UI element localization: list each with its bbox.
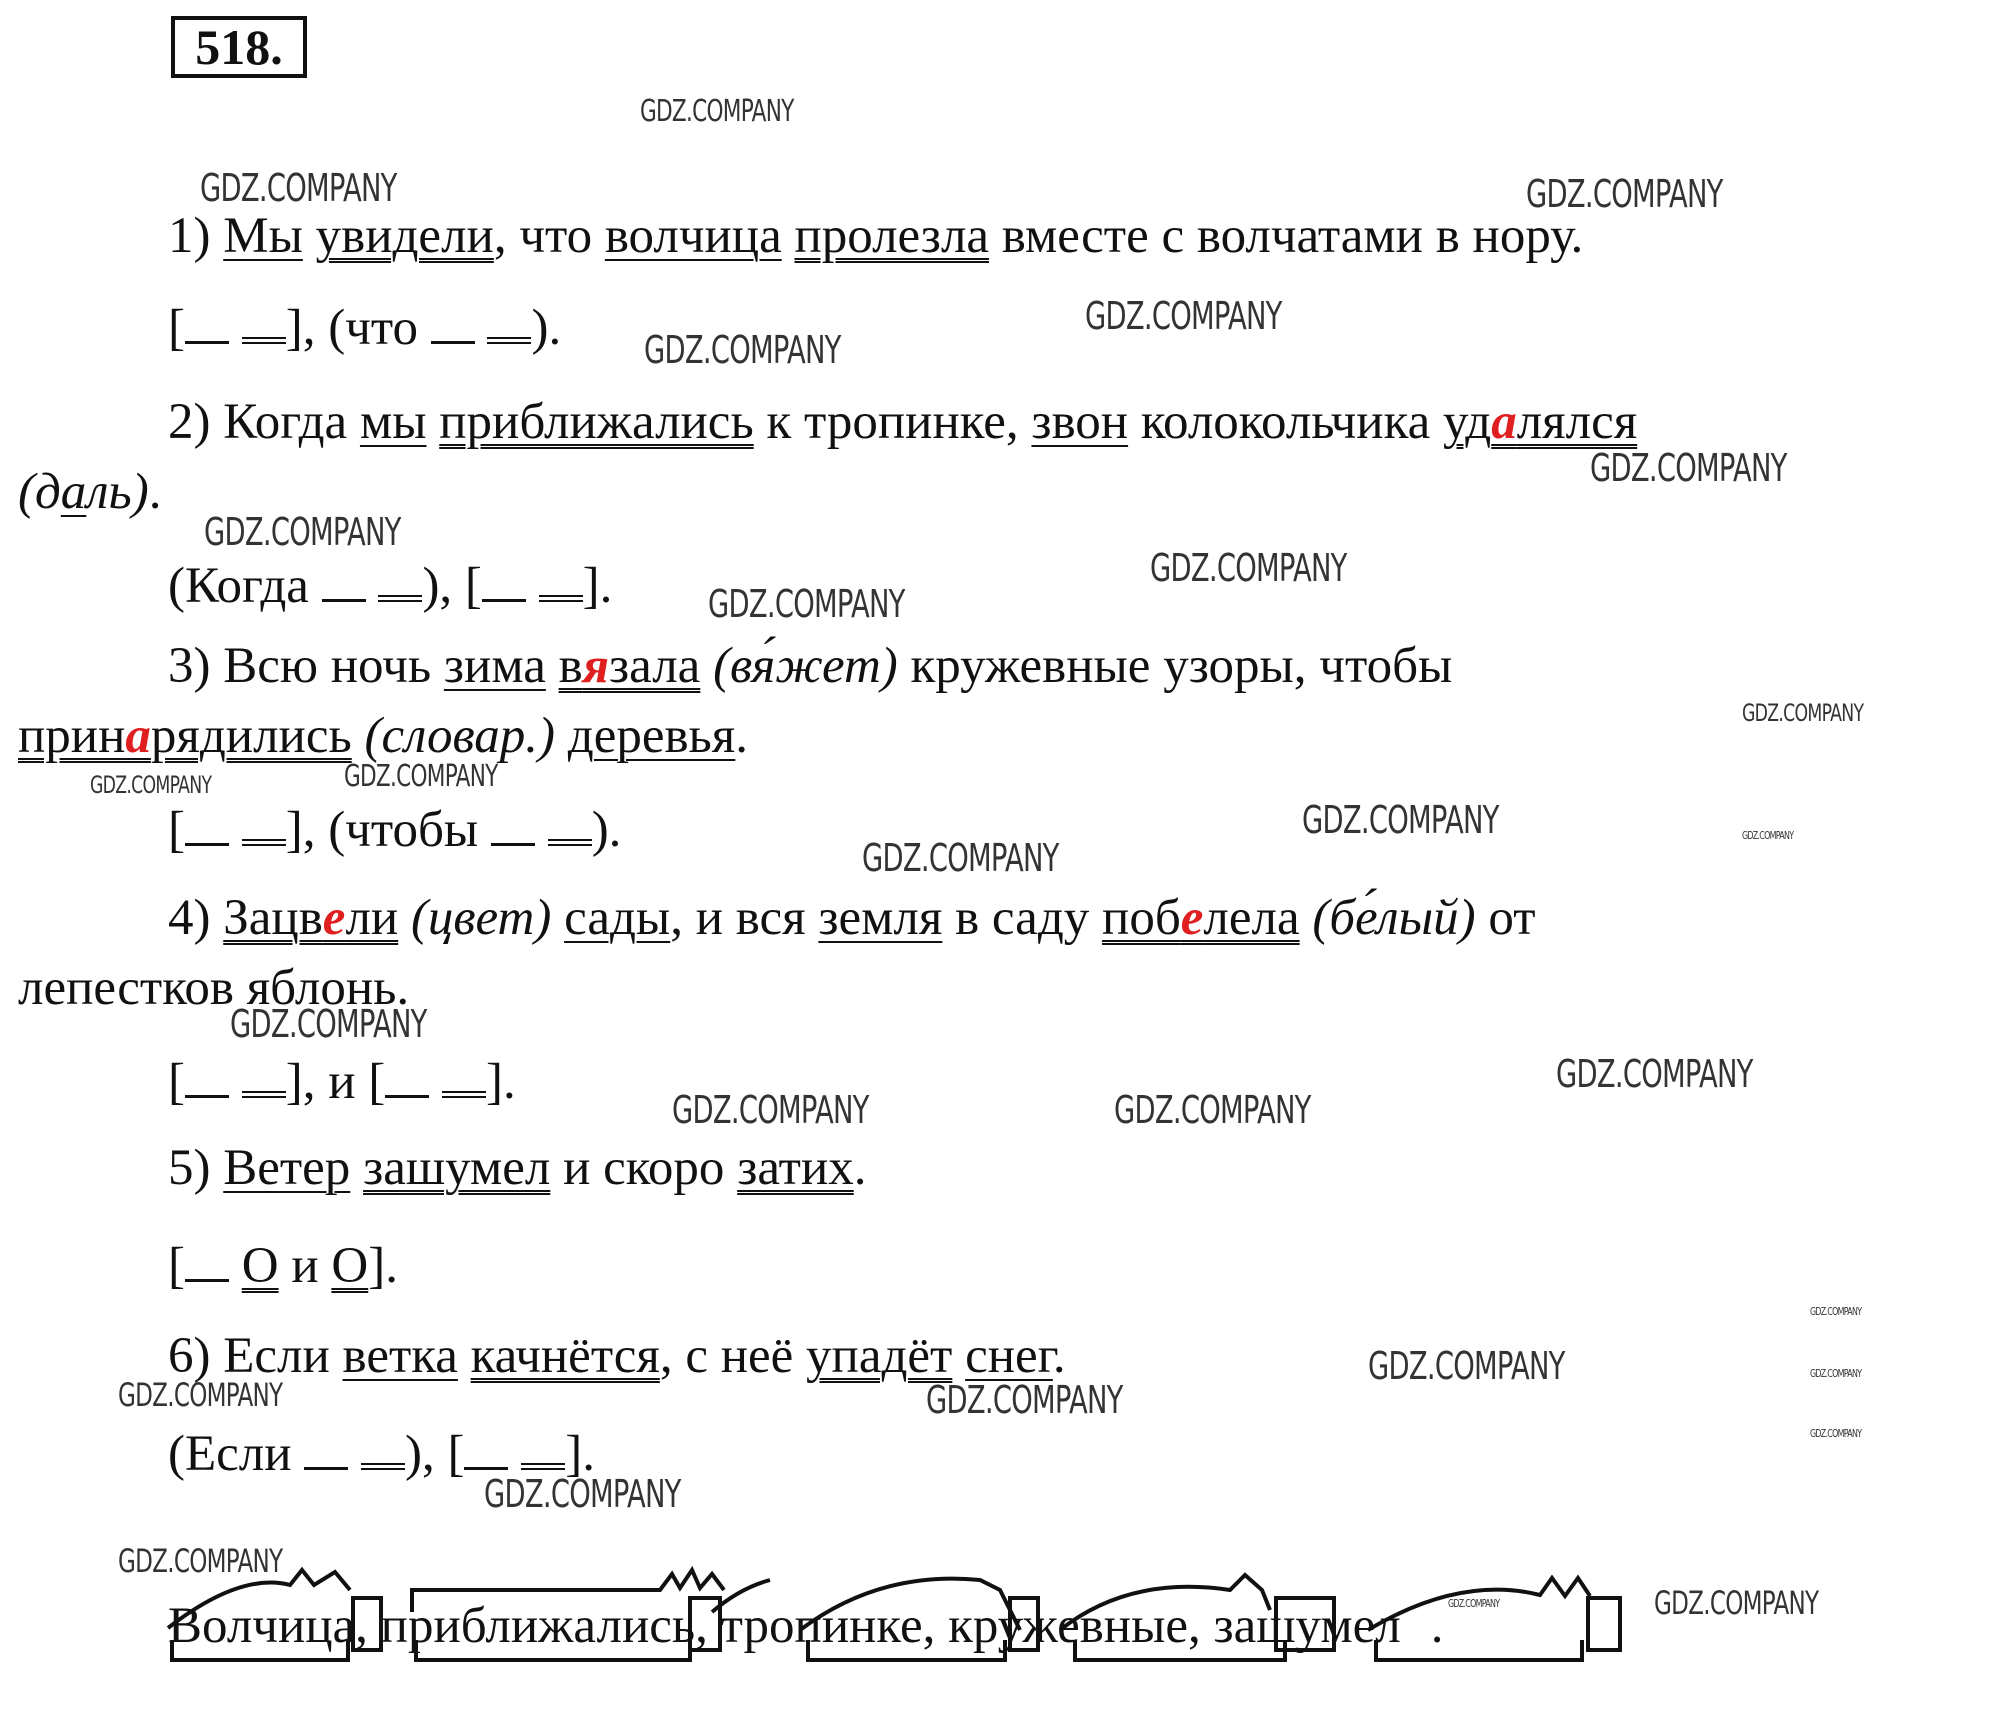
exercise-number: 518.: [171, 16, 307, 78]
s4-pred2-part-2: лела: [1203, 890, 1300, 946]
subject-mark: [185, 1067, 229, 1098]
watermark: GDZ.COMPANY: [1085, 294, 1282, 338]
s4-subject: сады: [564, 890, 671, 946]
subject-mark: [185, 1251, 229, 1282]
subject-mark: [464, 1439, 508, 1470]
s2-text-2: к тропинке,: [753, 394, 1032, 450]
s3-space: [546, 638, 559, 694]
s5-period: .: [853, 1140, 867, 1196]
s3-vowel-mark-2: а: [125, 708, 151, 764]
s5-text: и скоро: [550, 1140, 738, 1196]
s5-predicate-2: затих: [737, 1140, 854, 1196]
s3-pred2-part-2: рядились: [150, 708, 352, 764]
s6-predicate-2: упадёт: [806, 1328, 953, 1384]
ending-mark: [1588, 1598, 1620, 1650]
scheme-4: [168, 1052, 516, 1112]
scheme-6-close: ].: [565, 1426, 595, 1482]
s1-subject: Мы: [223, 208, 303, 264]
s3-pred2-part: прин: [18, 708, 126, 764]
watermark: GDZ.COMPANY: [640, 94, 794, 129]
s6-subject-2: снег: [965, 1328, 1053, 1384]
scheme-2-close: ].: [582, 558, 613, 614]
s3-pred-part: в: [558, 638, 583, 694]
s5-subject: Ветер: [223, 1140, 351, 1196]
scheme-5-pred-1: О: [241, 1238, 279, 1294]
watermark: GDZ.COMPANY: [484, 1472, 681, 1516]
s3-text-2: кружевные узоры, чтобы: [910, 638, 1453, 694]
predicate-mark: [521, 1435, 565, 1470]
watermark: GDZ.COMPANY: [644, 328, 841, 372]
s1-predicate: увидели: [315, 208, 494, 264]
watermark: GDZ.COMPANY: [1114, 1088, 1311, 1132]
s4-text-2: в саду: [942, 890, 1103, 946]
scheme-5-open: [: [168, 1238, 185, 1294]
subject-mark: [491, 815, 535, 846]
s6-text: Если: [210, 1328, 343, 1384]
s4-predicate-2: [1102, 890, 1300, 946]
watermark: GDZ.COMPANY: [1810, 1427, 1862, 1440]
s2-vowel-mark: а: [1491, 394, 1517, 450]
watermark: GDZ.COMPANY: [862, 836, 1059, 880]
morph-end: .: [1430, 1598, 1444, 1654]
watermark: GDZ.COMPANY: [1810, 1367, 1862, 1380]
s4-predicate: [223, 890, 398, 946]
scheme-1-mid: ], (что: [285, 300, 431, 356]
scheme-4-open: [: [168, 1054, 185, 1110]
predicate-mark: [442, 1063, 486, 1098]
watermark: GDZ.COMPANY: [1556, 1052, 1753, 1096]
s3-pred-part-2: зала: [609, 638, 701, 694]
s2-pred-part-2: лялся: [1516, 394, 1638, 450]
sentence-3-line-2: [18, 706, 748, 766]
s2-check-word-end: ль): [86, 464, 149, 520]
s4-vowel-mark-2: е: [1180, 890, 1204, 946]
watermark: GDZ.COMPANY: [1742, 699, 1864, 727]
subject-mark: [322, 571, 366, 602]
scheme-2: [168, 556, 612, 616]
s4-vowel-mark: е: [322, 890, 346, 946]
subject-mark: [185, 313, 229, 344]
s4-pred-part-2: ли: [345, 890, 399, 946]
s2-text: Когда: [210, 394, 360, 450]
watermark: GDZ.COMPANY: [90, 771, 212, 799]
s4-pred-part: Зацв: [223, 890, 323, 946]
scheme-4-close: ].: [486, 1054, 516, 1110]
s2-check-word: (д: [18, 464, 61, 520]
watermark: GDZ.COMPANY: [1654, 1584, 1819, 1622]
s4-text-3: от: [1488, 890, 1536, 946]
sentence-2-number: 2): [168, 394, 211, 450]
sentence-5-number: 5): [168, 1140, 211, 1196]
scheme-3: [168, 800, 621, 860]
watermark: GDZ.COMPANY: [1368, 1344, 1565, 1388]
watermark: GDZ.COMPANY: [200, 166, 397, 210]
s2-check-vowel: а: [60, 464, 87, 520]
s4-subject-2: земля: [818, 890, 943, 946]
s2-subject: мы: [359, 394, 427, 450]
subject-mark: [385, 1067, 429, 1098]
scheme-1: [168, 298, 561, 358]
s3-vowel-mark: я: [582, 638, 609, 694]
watermark: GDZ.COMPANY: [1590, 446, 1787, 490]
predicate-mark: [378, 567, 422, 602]
subject-mark: [304, 1439, 348, 1470]
morph-sep: ,: [355, 1598, 381, 1654]
scheme-5-close: ].: [368, 1238, 398, 1294]
morph-word-5: зашумел: [1213, 1598, 1401, 1654]
sentence-2-line-2: [18, 462, 161, 522]
s1-text: , что: [493, 208, 605, 264]
scheme-3-close: ).: [591, 802, 622, 858]
s3-subject-2: деревья: [567, 708, 736, 764]
s3-predicate-2: [18, 708, 352, 764]
predicate-mark: [242, 1063, 286, 1098]
s3-period: .: [735, 708, 749, 764]
s6-text-2: , с неё: [659, 1328, 807, 1384]
sentence-6: [168, 1326, 1066, 1386]
watermark: GDZ.COMPANY: [230, 1002, 427, 1046]
predicate-mark: [242, 811, 286, 846]
morph-word-3: тропинке: [720, 1598, 923, 1654]
s3-text: Всю ночь: [210, 638, 444, 694]
sentence-4: [168, 888, 1536, 948]
sentence-5: [168, 1138, 866, 1198]
sentence-1: [168, 206, 1583, 266]
morph-word-4: кружевные: [948, 1598, 1188, 1654]
sentence-4-number: 4): [168, 890, 211, 946]
watermark: GDZ.COMPANY: [118, 1542, 283, 1580]
morph-sep: ,: [695, 1598, 721, 1654]
morph-sep: ,: [922, 1598, 949, 1654]
watermark: GDZ.COMPANY: [708, 582, 905, 626]
subject-mark: [431, 313, 475, 344]
s2-space: [426, 394, 439, 450]
sentence-3: [168, 636, 1452, 696]
s5-space: [350, 1140, 363, 1196]
watermark: GDZ.COMPANY: [344, 759, 498, 794]
predicate-mark: [242, 309, 286, 344]
morph-word-1: Волчица: [168, 1598, 356, 1654]
scheme-4-mid: ], и [: [285, 1054, 386, 1110]
s1-tail: вместе с волчатами в нору.: [989, 208, 1584, 264]
scheme-2-mid: ), [: [422, 558, 482, 614]
subject-mark: [185, 815, 229, 846]
watermark: GDZ.COMPANY: [672, 1088, 869, 1132]
s2-subject-2: звон: [1031, 394, 1129, 450]
morph-sep: ,: [1188, 1598, 1214, 1654]
watermark: GDZ.COMPANY: [1742, 829, 1794, 842]
s4-text: , и вся: [670, 890, 819, 946]
s6-space: [458, 1328, 471, 1384]
s3-predicate: [559, 638, 701, 694]
scheme-3-open: [: [168, 802, 185, 858]
s4-pred2-part: поб: [1102, 890, 1181, 946]
scheme-5: [168, 1236, 398, 1296]
morph-word-2: приближались: [380, 1598, 696, 1654]
s1-subject-2: волчица: [604, 208, 782, 264]
morpheme-row: [168, 1596, 1444, 1656]
watermark: GDZ.COMPANY: [1150, 546, 1347, 590]
s2-period: .: [148, 464, 162, 520]
subject-mark: [482, 571, 526, 602]
predicate-mark: [487, 309, 531, 344]
watermark: GDZ.COMPANY: [204, 510, 401, 554]
s5-predicate: зашумел: [363, 1140, 551, 1196]
watermark: GDZ.COMPANY: [1526, 172, 1723, 216]
s3-subject: зима: [443, 638, 546, 694]
watermark: GDZ.COMPANY: [926, 1378, 1123, 1422]
predicate-mark: [361, 1435, 405, 1470]
s4-hint-2: (бе́лый): [1299, 890, 1489, 946]
s6-predicate: качнётся: [470, 1328, 660, 1384]
predicate-mark: [548, 811, 592, 846]
sentence-2: [168, 392, 1637, 452]
sentence-6-number: 6): [168, 1328, 211, 1384]
watermark: GDZ.COMPANY: [1810, 1305, 1862, 1318]
s1-predicate-2: пролезла: [794, 208, 990, 264]
scheme-6-open: (Если: [168, 1426, 305, 1482]
sentence-1-number: 1): [168, 208, 211, 264]
watermark: GDZ.COMPANY: [1302, 798, 1499, 842]
s3-hint-2: (словар.): [351, 708, 568, 764]
scheme-6-mid: ), [: [405, 1426, 465, 1482]
scheme-1-open: [: [168, 300, 185, 356]
watermark: GDZ.COMPANY: [1448, 1597, 1500, 1610]
s6-subject: ветка: [342, 1328, 458, 1384]
s2-predicate: приближались: [439, 394, 754, 450]
s1-space: [782, 208, 795, 264]
s6-period: .: [1052, 1328, 1066, 1384]
s6-space-2: [952, 1328, 965, 1384]
s2-predicate-2: [1443, 394, 1637, 450]
scheme-3-mid: ], (чтобы: [285, 802, 491, 858]
sentence-3-number: 3): [168, 638, 211, 694]
s4-hint: (цвет): [398, 890, 565, 946]
predicate-mark: [539, 567, 583, 602]
scheme-5-pred-2: О: [331, 1238, 369, 1294]
s2-text-3: колокольчика: [1128, 394, 1443, 450]
scheme-5-and: и: [278, 1238, 332, 1294]
scheme-1-close: ).: [531, 300, 562, 356]
watermark: GDZ.COMPANY: [118, 1376, 283, 1414]
sentence-4-line-2: лепестков яблонь.: [18, 960, 410, 1016]
scheme-2-open: (Когда: [168, 558, 322, 614]
s3-hint: (вя́жет): [700, 638, 911, 694]
s2-pred-part: уд: [1442, 394, 1492, 450]
